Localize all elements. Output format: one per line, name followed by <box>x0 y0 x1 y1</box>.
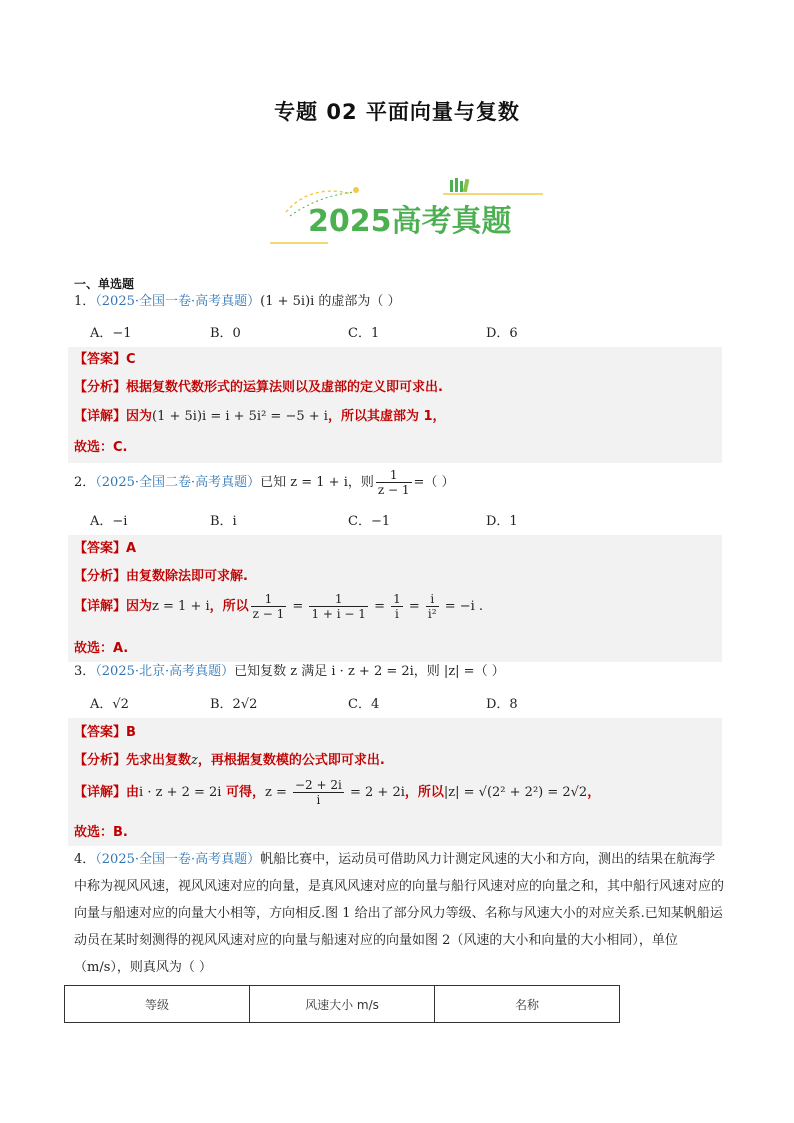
option-d: D．6 <box>486 326 518 341</box>
option-b: B．i <box>210 514 237 529</box>
question-source: （2025·全国二卷·高考真题） <box>95 475 261 490</box>
option-b: B．0 <box>210 326 241 341</box>
option-d: D．1 <box>486 514 518 529</box>
analysis-line: 【分析】先求出复数z，再根据复数模的公式即可求出. <box>74 753 385 768</box>
table-header-cell: 等级 <box>65 986 250 1023</box>
question-1 <box>74 292 401 312</box>
answer-value: A <box>126 541 137 556</box>
choose-line: 故选：B. <box>74 825 128 840</box>
question-number: 4． <box>74 852 96 867</box>
analysis-line: 【分析】根据复数代数形式的运算法则以及虚部的定义即可求出. <box>74 380 443 395</box>
option-a: A．−1 <box>90 326 132 341</box>
detail-line: 【详解】因为(1 + 5i)i = i + 5i² = −5 + i，所以其虚部为 1， <box>74 409 446 424</box>
answer-line: 【答案】A <box>74 541 137 556</box>
question-number: 1． <box>74 294 96 309</box>
option-d: D．8 <box>486 697 518 712</box>
question-text: 帆船比赛中，运动员可借助风力计测定风速的大小和方向，测出的结果在航海学中称为视风风速，视风风速对应的向量，是真风风速对应的向量与船行风速对应的向量之和，其中船行风速对应的向量与船速对应的向量大小相等，方向相反.图 1 给出了部分风力等级、名称与风速大小的对应关系.已知某帆船运动员在某时刻测得的视风风速对应的向量与船速对应的向量如图 2（风速的大小和向量的大小相同），单位（m/s），则真风为（ ） <box>74 852 725 975</box>
question-3 <box>74 662 505 682</box>
banner <box>268 176 548 246</box>
question-stem: (1 + 5i)i 的虚部为（ ） <box>260 294 401 309</box>
question-source: （2025·全国一卷·高考真题） <box>95 852 261 867</box>
question-4 <box>74 846 724 981</box>
option-c: C．1 <box>348 326 380 341</box>
banner-title: 2025高考真题 <box>308 204 512 239</box>
question-source: （2025·北京·高考真题） <box>95 664 235 679</box>
table-header-cell: 名称 <box>435 986 620 1023</box>
answer-line: 【答案】B <box>74 725 136 740</box>
question-2: 2．（2025·全国二卷·高考真题）已知 z = 1 + i，则 $\frac{1}{z - 1}$ =（ ） <box>74 468 455 497</box>
fraction: $\frac{1}{z - 1}$ <box>377 468 410 497</box>
answer-value: B <box>126 725 136 740</box>
option-a: A．−i <box>90 514 128 529</box>
option-c: C．4 <box>348 697 380 712</box>
answer-value: C <box>126 352 136 367</box>
choose-line: 故选：A. <box>74 641 129 656</box>
question-stem: 已知复数 z 满足 i · z + 2 = 2i，则 |z| =（ ） <box>234 664 505 679</box>
section-heading: 一、单选题 <box>74 277 135 291</box>
choose-line: 故选：C. <box>74 440 128 455</box>
option-b: B．2√2 <box>210 697 258 712</box>
question-number: 2． <box>74 475 96 490</box>
option-c: C．−1 <box>348 514 391 529</box>
page-title: 专题 02 平面向量与复数 <box>274 100 520 124</box>
table-row <box>65 986 620 1023</box>
analysis-line: 【分析】由复数除法即可求解. <box>74 569 248 584</box>
option-a: A．√2 <box>90 697 129 712</box>
question-source: （2025·全国一卷·高考真题） <box>95 294 261 309</box>
detail-line: 【详解】由i · z + 2 = 2i 可得，z = $\frac{-2 + 2i}{i}$ = 2 + 2i，所以|z| = √(2² + 2²) = 2√2， <box>74 778 601 807</box>
detail-line: 【详解】因为z = 1 + i，所以 $\frac{1}{z - 1}$ = $\frac{1}{1 + i - 1}$ = $\frac{1}{i}$ = $\frac{i}{\text{i²}}$ = −i . <box>74 592 484 621</box>
question-number: 3． <box>74 664 96 679</box>
answer-line: 【答案】C <box>74 352 136 367</box>
table-header-cell: 风速大小 m/s <box>250 986 435 1023</box>
wind-table <box>64 985 620 1023</box>
